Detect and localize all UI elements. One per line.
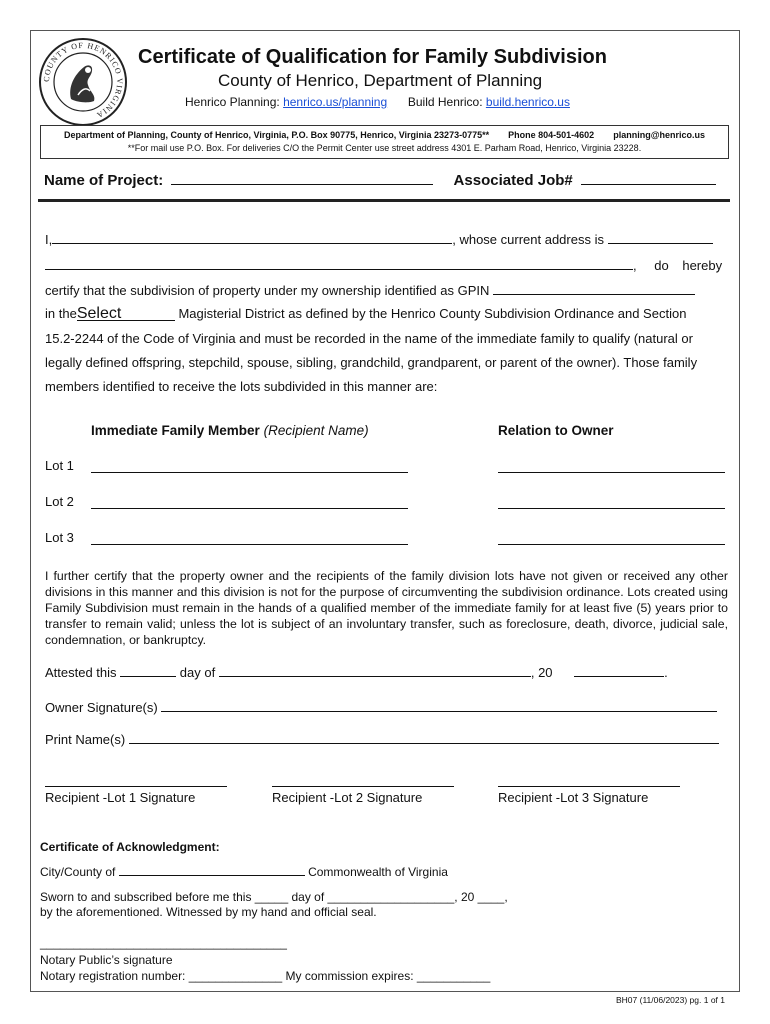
form-footer: BH07 (11/06/2023) pg. 1 of 1 [616,995,726,1005]
sworn-line: Sworn to and subscribed before me this _____ day of ___________________, 20 ____, [40,890,508,904]
attest-line [45,665,668,680]
lot-3-label: Lot 3 [45,530,74,545]
planning-label: Henrico Planning: [185,95,280,109]
recipient-2-label: Recipient -Lot 2 Signature [272,790,423,805]
commonwealth-label: Commonwealth of Virginia [308,865,448,879]
svg-text:COUNTY OF HENRICO VIRGINIA: COUNTY OF HENRICO VIRGINIA [41,40,125,121]
members-line: members identified to receive the lots subdivided in this manner are: [45,379,438,394]
document-subtitle: County of Henrico, Department of Planning [218,71,543,90]
in-the-text: in the [45,306,77,321]
recipient-1-label: Recipient -Lot 1 Signature [45,790,196,805]
recipient-2-signature-field[interactable] [272,786,454,787]
project-name-field[interactable] [171,173,433,185]
certify-text: certify that the subdivision of property under my ownership identified as GPIN [45,283,490,298]
magisterial-district-select[interactable]: Select [77,305,175,321]
member-header: Immediate Family Member [91,423,260,438]
notary-signature-label: Notary Public’s signature [40,953,173,967]
hereby-word: hereby [682,258,723,273]
relation-column-header: Relation to Owner [498,423,614,438]
witness-line: by the aforementioned. Witnessed by my hand and official seal. [40,905,377,919]
recipient-3-signature-field[interactable] [498,786,680,787]
member-column-header [91,423,369,438]
county-seal-logo [38,37,128,127]
lot-3-relation-field[interactable] [498,544,725,545]
print-names-field[interactable] [129,732,719,744]
member-header-italic: (Recipient Name) [263,423,369,438]
district-line [45,305,686,321]
attest-year-field[interactable] [574,665,664,677]
attest-month-field[interactable] [219,665,531,677]
lot-2-recipient-field[interactable] [91,508,408,509]
print-names-label: Print Name(s) [45,732,126,747]
phone-number: Phone 804-501-4602 [508,130,595,140]
notary-registration-line: Notary registration number: ______________ My commission expires: ___________ [40,969,491,983]
city-county-label: City/County of [40,865,116,879]
comma: , [633,258,637,273]
notary-signature-field[interactable]: _____________________________________ [40,936,287,950]
district-text: Magisterial District as defined by the Henrico County Subdivision Ordinance and Section [178,306,687,321]
comma-20: , 20 [530,665,553,680]
owner-name-field[interactable] [52,232,452,244]
do-word: do [654,258,669,273]
i-label: I, [45,232,53,247]
address-continuation [45,258,730,273]
lot-1-relation-field[interactable] [498,472,725,473]
print-names-line [45,732,719,747]
attested-label: Attested this [45,665,117,680]
owner-signature-field[interactable] [161,700,717,712]
city-county-field[interactable] [119,865,305,876]
planning-link[interactable]: henrico.us/planning [283,95,388,109]
project-name-label: Name of Project: [44,172,164,189]
email-address: planning@henrico.us [613,130,706,140]
job-number-label: Associated Job# [453,172,573,189]
owner-address-field-2[interactable] [45,258,633,270]
recipient-1-signature-field[interactable] [45,786,227,787]
header-links [185,95,570,109]
period: . [664,665,668,680]
legally-line: legally defined offspring, stepchild, spouse, sibling, grandchild, grandparent, or parent of the owner). Those family [45,355,698,370]
owner-address-field[interactable] [608,232,713,244]
lot-2-relation-field[interactable] [498,508,725,509]
lot-2-label: Lot 2 [45,494,74,509]
address-label: , whose current address is [452,232,604,247]
lot-1-label: Lot 1 [45,458,74,473]
attest-day-field[interactable] [120,665,176,677]
gpin-line [45,283,695,298]
delivery-note: **For mail use P.O. Box. For deliveries C/O the Permit Center use street address 4301 E. Parham Road, Henrico, Virginia 23228. [127,143,642,153]
address-line: Department of Planning, County of Henrico, Virginia, P.O. Box 90775, Henrico, Virginia 23273-0775** [63,130,490,140]
day-of-label: day of [179,665,216,680]
build-link[interactable]: build.henrico.us [485,95,570,109]
build-label: Build Henrico: [407,95,483,109]
lot-1-recipient-field[interactable] [91,472,408,473]
code-line: 15.2-2244 of the Code of Virginia and must be recorded in the name of the immediate family to qualify (natural or [45,331,693,346]
owner-line [45,232,713,247]
header-rule [38,199,730,202]
certification-paragraph: I further certify that the property owner and the recipients of the family division lots have not given or received any other divisions in this manner and this division is not for the purpose of circumventing the subdivision ordinance. Lots created using Family Subdivision must remain in the hands of a qualified member of the immediate family for at least five (5) years prior to transfer to remain valid; unless the lot is subject of an involuntary transfer, such as foreclosure, death, divorce, judicial sale, condemnation, or bankruptcy. [45,569,728,647]
project-header [44,172,716,189]
recipient-3-label: Recipient -Lot 3 Signature [498,790,649,805]
owner-signature-label: Owner Signature(s) [45,700,158,715]
owner-signature-line [45,700,717,715]
lot-3-recipient-field[interactable] [91,544,408,545]
document-title: Certificate of Qualification for Family Subdivision [138,46,607,68]
acknowledgment-title: Certificate of Acknowledgment: [40,840,220,854]
city-county-line [40,865,448,879]
gpin-field[interactable] [493,283,695,295]
address-box [40,125,729,159]
job-number-field[interactable] [581,173,716,185]
